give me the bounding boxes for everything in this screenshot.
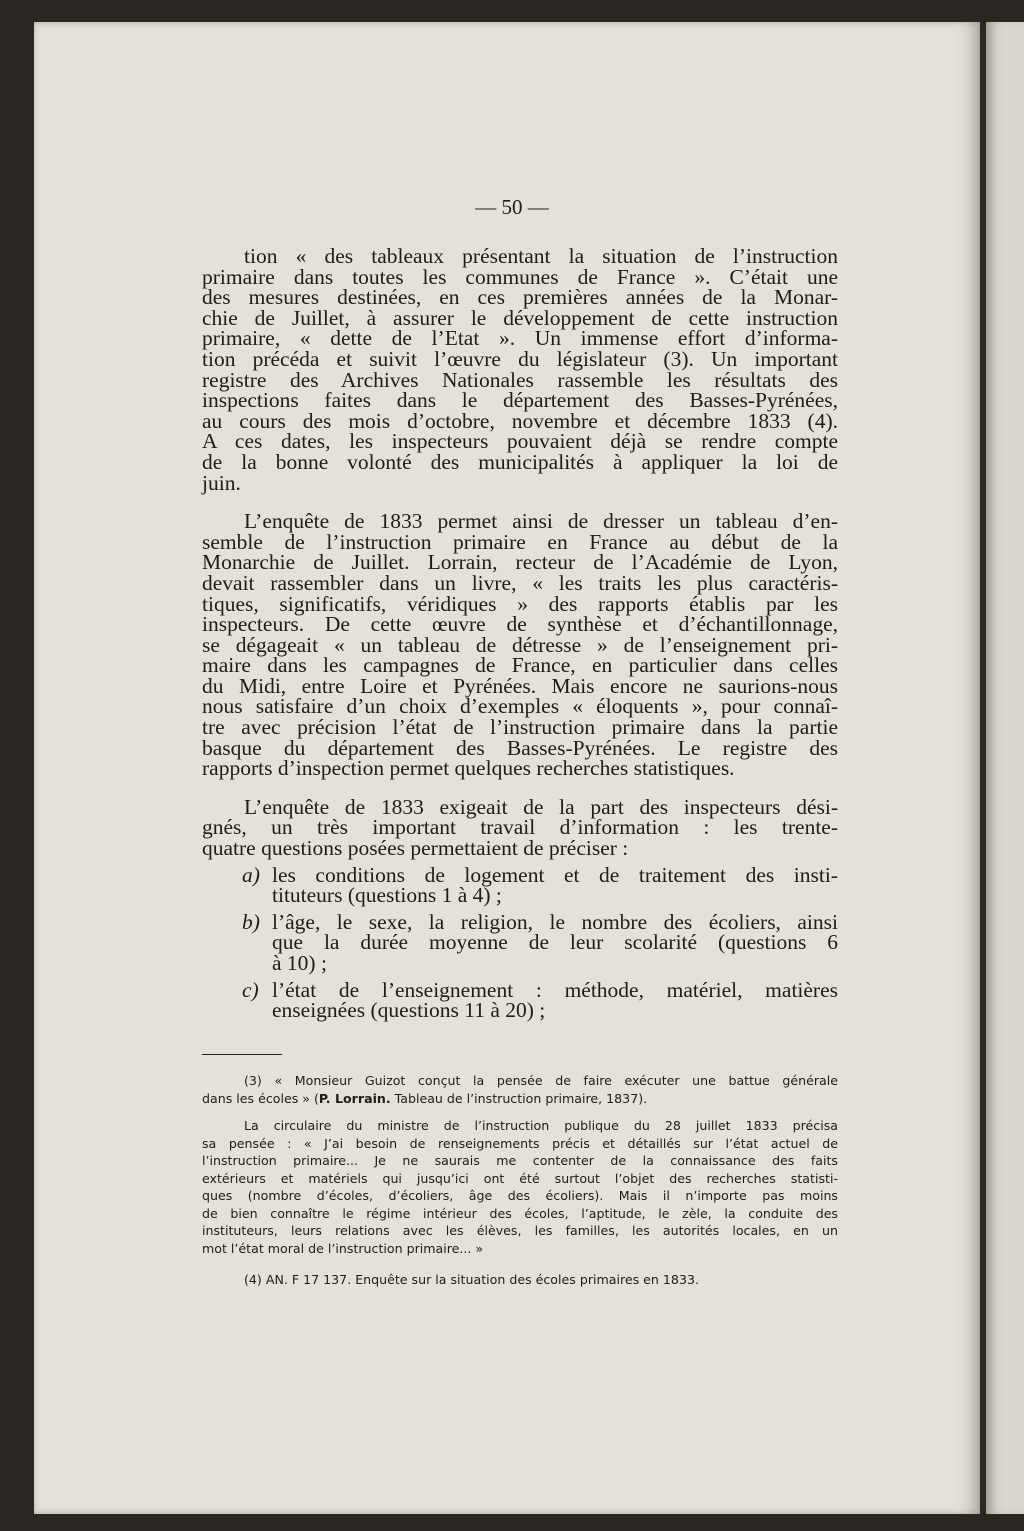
text-line: des mesures destinées, en ces premières années de la Monar- [202,285,838,310]
text-line: quatre questions posées permettaient de préciser : [202,836,629,861]
footnotes [202,1072,838,1299]
text-line: L’enquête de 1833 exigeait de la part des inspecteurs dési- [244,794,838,819]
footnote-line [202,1240,838,1258]
text-line: chie de Juillet, à assurer le développement de cette instruction [202,305,838,330]
text-line: registre des Archives Nationales rassemble les résultats des [202,367,838,392]
footnote-text: dans les écoles » ( [202,1090,319,1106]
list-item-label: a) [242,862,260,887]
footnote-text: La circulaire du ministre de l’instruction publique du 28 juillet 1833 précisa [244,1118,838,1133]
footnote-text: ques (nombre d’écoles, d’écoliers, âge des écoliers). Mais il n’importe pas moins [202,1188,838,1203]
page-number: — 50 — [475,195,549,219]
text-line: primaire, « dette de l’Etat ». Un immense effort d’informa- [202,326,838,351]
text-line: nous satisfaire d’un choix d’exemples « éloquents », pour connaî- [202,694,838,719]
footnote-line [202,1271,838,1289]
text-line: les conditions de logement et de traitement des insti- [272,862,838,887]
main-text [202,246,838,1021]
footnote [202,1271,838,1289]
footnote [202,1072,838,1107]
text-line: gnés, un très important travail d’information : les trente- [202,815,838,840]
text-line: l’état de l’enseignement : méthode, matériel, matières [272,977,838,1002]
footnote-text: extérieurs et matériels qui jusqu’ici ont été surtout l’objet des recherches statisti- [202,1170,838,1186]
list-item-label: b) [242,909,260,934]
text-line: A ces dates, les inspecteurs pouvaient déjà se rendre compte [202,429,838,454]
text-line: devait rassembler dans un livre, « les traits les plus caractéris- [202,570,838,595]
text-line: tre avec précision l’état de l’instruction primaire dans la partie [202,715,838,740]
text-line: au cours des mois d’octobre, novembre et décembre 1833 (4). [202,408,838,433]
footnote-text: mot l’état moral de l’instruction primaire... » [202,1240,484,1256]
footnote-text: l’instruction primaire... Je ne saurais me contenter de la connaissance des faits [202,1153,838,1168]
author-name: P. Lorrain. [318,1090,391,1106]
text-line: tituteurs (questions 1 à 4) ; [272,883,502,908]
text-line: rapports d’inspection permet quelques recherches statistiques. [202,756,735,781]
text-line: Monarchie de Juillet. Lorrain, recteur de l’Académie de Lyon, [202,550,838,575]
text-line: tion « des tableaux présentant la situation de l’instruction [244,244,838,268]
footnote-line [202,1072,838,1090]
text-line: inspecteurs. De cette œuvre de synthèse et d’échantillonnage, [202,612,838,637]
footnote-line [202,1170,838,1188]
footnote-text: Tableau de l’instruction primaire, 1837). [390,1090,648,1106]
paragraph [202,794,838,861]
footnote-text: sa pensée : « J’ai besoin de renseignements précis et détaillés sur l’état actuel de [202,1135,838,1151]
paragraph [202,511,838,779]
text-line: du Midi, entre Loire et Pyrénées. Mais encore ne saurions-nous [202,673,838,698]
text-line: se dégageait « un tableau de détresse » de l’enseignement pri- [202,632,838,657]
footnote-line [202,1187,838,1205]
footnote-line [202,1222,838,1240]
text-line: semble de l’instruction primaire en France au début de la [202,529,838,554]
footnote-line [202,1205,838,1223]
list-item-label: c) [242,977,259,1002]
text-line: primaire dans toutes les communes de France ». C’était une [202,264,838,289]
list-item [202,909,838,975]
footnote-text: de bien connaître le régime intérieur des écoles, l’aptitude, le zèle, la conduite des [202,1205,838,1221]
text-line: tiques, significatifs, véridiques » des rapports établis par les [202,591,838,616]
footnote [202,1117,838,1257]
facing-page-edge [986,22,1024,1514]
footnote-text: (4) AN. F 17 137. Enquête sur la situation des écoles primaires en 1833. [244,1272,699,1287]
footnote-line [202,1117,838,1135]
text-line: basque du département des Basses-Pyrénées. Le registre des [202,735,838,760]
text-line: à 10) ; [272,951,327,975]
list-item [202,977,838,1023]
footnote-line [202,1152,838,1170]
list-item [202,862,838,908]
text-line: que la durée moyenne de leur scolarité (questions 6 [272,930,838,955]
footnote-separator [202,1054,282,1055]
text-line: tion précéda et suivit l’œuvre du législateur (3). Un important [202,346,838,371]
footnote-line [202,1135,838,1153]
footnote-text: (3) « Monsieur Guizot conçut la pensée de faire exécuter une battue générale [244,1073,838,1088]
text-line: L’enquête de 1833 permet ainsi de dresser un tableau d’en- [244,509,838,534]
paragraph [202,246,838,493]
text-line: inspections faites dans le département des Basses-Pyrénées, [202,388,838,413]
text-line: de la bonne volonté des municipalités à appliquer la loi de [202,449,838,474]
text-line: enseignées (questions 11 à 20) ; [272,998,546,1023]
text-line: maire dans les campagnes de France, en particulier dans celles [202,653,838,678]
text-line: juin. [202,470,241,495]
footnote-text: instituteurs, leurs relations avec les élèves, les familles, les autorités locales, en un [202,1223,838,1238]
footnote-line [202,1090,838,1108]
text-line: l’âge, le sexe, la religion, le nombre des écoliers, ainsi [272,909,838,934]
